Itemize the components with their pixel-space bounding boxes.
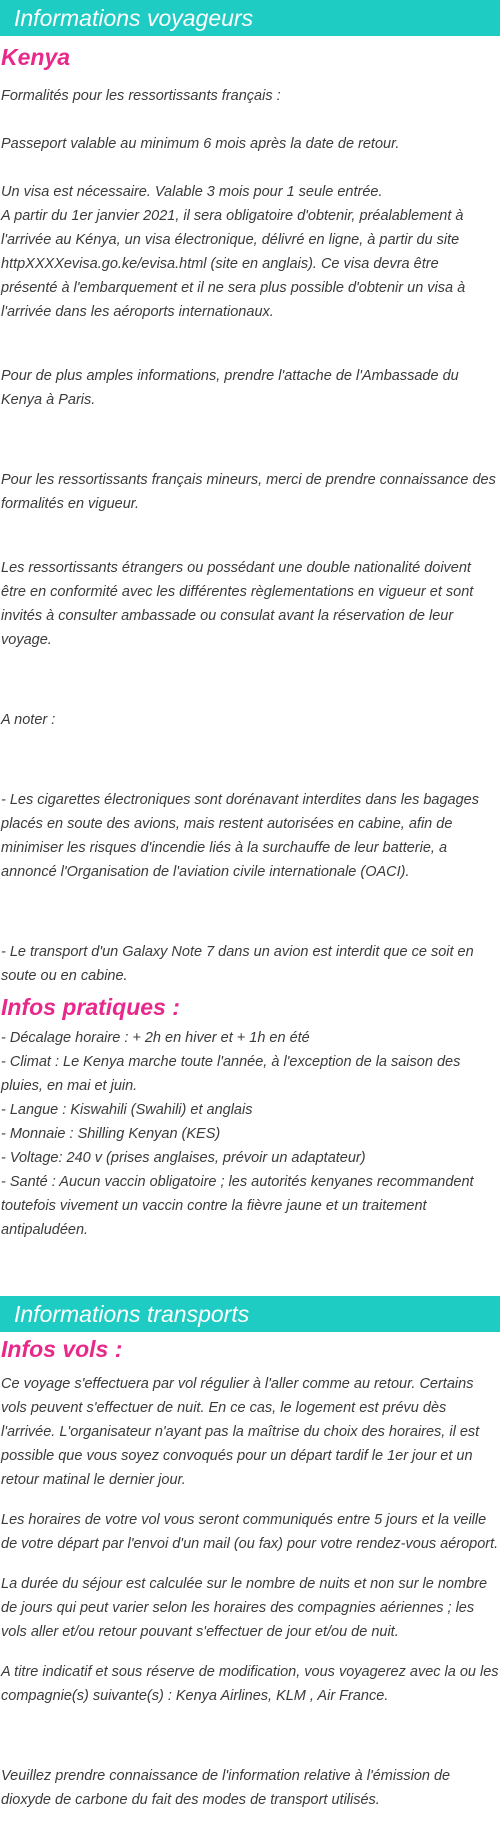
vols-paragraph-3: La durée du séjour est calculée sur le nombre de nuits et non sur le nombre de jours qui peut varier selon les horaires des compagnies aériennes ; les vols aller et/ou retour pouvant s'effectuer de jour et/ou de nuit. bbox=[1, 1576, 488, 1640]
infos-pratiques-list bbox=[0, 1026, 500, 1242]
section-banner-transports: Informations transports bbox=[0, 1296, 500, 1332]
list-item: - Voltage: 240 v (prises anglaises, prévoir un adaptateur) bbox=[1, 1150, 366, 1166]
list-item: - Santé : Aucun vaccin obligatoire ; les autorités kenyanes recommandent toutefois vivement un vaccin contre la fièvre jaune et un traitement antipaludéen. bbox=[1, 1174, 474, 1238]
mineurs-text: Pour les ressortissants français mineurs, merci de prendre connaissance des formalités en vigueur. bbox=[1, 472, 496, 512]
country-heading: Kenya bbox=[1, 44, 71, 70]
ambassade-text: Pour de plus amples informations, prendre l'attache de l'Ambassade du Kenya à Paris. bbox=[1, 368, 459, 408]
list-item: - Monnaie : Shilling Kenyan (KES) bbox=[1, 1126, 221, 1142]
vols-paragraph-2: Les horaires de votre vol vous seront communiqués entre 5 jours et la veille de votre départ par l'envoi d'un mail (ou fax) pour votre rendez-vous aéroport. bbox=[1, 1512, 499, 1552]
list-item: - Décalage horaire : + 2h en hiver et + 1h en été bbox=[1, 1030, 310, 1046]
a-noter-label: A noter : bbox=[1, 712, 56, 728]
cigarettes-text: - Les cigarettes électroniques sont dorénavant interdites dans les bagages placés en soute des avions, mais restent autorisées en cabine, afin de minimiser les risques d'incendie liés à la surchauffe de leur batterie, a annoncé l'Organisation de l'aviation civile internationale (OACI). bbox=[1, 792, 479, 880]
vols-paragraph-4: A titre indicatif et sous réserve de modification, vous voyagerez avec la ou les compagnie(s) suivante(s) : Kenya Airlines, KLM , Air France. bbox=[1, 1664, 499, 1704]
passeport-text: Passeport valable au minimum 6 mois après la date de retour. bbox=[1, 136, 400, 152]
visa-line-1: Un visa est nécessaire. Valable 3 mois pour 1 seule entrée. bbox=[1, 184, 383, 200]
galaxy-text: - Le transport d'un Galaxy Note 7 dans un avion est interdit que ce soit en soute ou en cabine. bbox=[1, 944, 474, 984]
formalites-intro: Formalités pour les ressortissants français : bbox=[1, 88, 281, 104]
list-item: - Climat : Le Kenya marche toute l'année, à l'exception de la saison des pluies, en mai et juin. bbox=[1, 1054, 461, 1094]
vols-paragraph-1: Ce voyage s'effectuera par vol régulier à l'aller comme au retour. Certains vols peuvent s'effectuer de nuit. En ce cas, le logement est prévu dès l'arrivée. L'organisateur n'ayant pas la maîtrise du choix des horaires, il est possible que vous soyez convoqués pour un départ tardif le 1er jour et un retour matinal le dernier jour. bbox=[1, 1376, 480, 1488]
infos-vols-heading: Infos vols : bbox=[1, 1336, 123, 1362]
section-banner-voyageurs: Informations voyageurs bbox=[0, 0, 500, 36]
visa-line-2: A partir du 1er janvier 2021, il sera obligatoire d'obtenir, préalablement à l'arrivée au Kénya, un visa électronique, délivré en ligne, à partir du site httpXXXXevisa.go.ke/evisa.html (site en anglais). Ce visa devra être présenté à l'embarquement et il ne sera plus possible d'obtenir un visa à l'arrivée dans les aéroports internationaux. bbox=[1, 208, 466, 320]
list-item: - Langue : Kiswahili (Swahili) et anglais bbox=[1, 1102, 253, 1118]
co2-text: Veuillez prendre connaissance de l'information relative à l'émission de dioxyde de carbone du fait des modes de transport utilisés. bbox=[1, 1768, 451, 1808]
etrangers-text: Les ressortissants étrangers ou possédant une double nationalité doivent être en conformité avec les différentes règlementations en vigueur et sont invités à consulter ambassade ou consulat avant la réservation de leur voyage. bbox=[1, 560, 474, 648]
infos-pratiques-heading: Infos pratiques : bbox=[1, 994, 180, 1020]
